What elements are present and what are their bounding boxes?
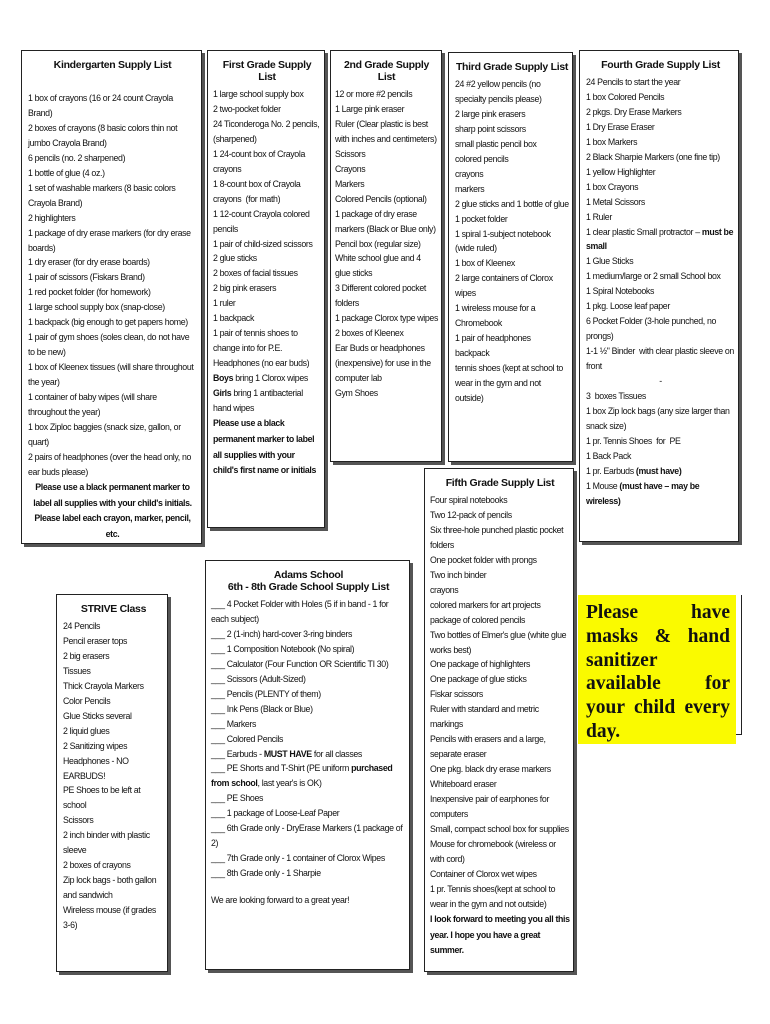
list-item: 1 box of Kleenex tissues (will share throughout the year) bbox=[28, 362, 196, 388]
list-item: 1 ruler bbox=[213, 298, 236, 309]
list-item: 6 Pocket Folder (3-hole punched, no prongs) bbox=[586, 316, 719, 342]
list-item: ___ Ink Pens (Black or Blue) bbox=[211, 703, 313, 714]
list-item: 1 pair of tennis shoes to change into for P.E. bbox=[213, 328, 300, 354]
list-item: 1 dry eraser (for dry erase boards) bbox=[28, 257, 150, 268]
earbuds-pre: ___ Earbuds - bbox=[211, 748, 264, 759]
list-item: Headphones (no ear buds) bbox=[213, 358, 310, 369]
fifth-grade-items bbox=[430, 493, 570, 912]
list-item: Colored Pencils (optional) bbox=[335, 193, 427, 204]
list-item: 2 pairs of headphones (over the head only, no ear buds please) bbox=[28, 451, 194, 477]
list-item: ___ 1 Composition Notebook (No spiral) bbox=[211, 643, 355, 654]
list-item: 1 medium/large or 2 small School box bbox=[586, 271, 721, 282]
list-item: 1 pair of child-sized scissors bbox=[213, 238, 313, 249]
adams-middle-school-list bbox=[205, 560, 410, 970]
list-item: 1 box of Kleenex bbox=[455, 258, 515, 269]
list-item: ___ PE Shoes bbox=[211, 793, 264, 804]
list-item: package of colored pencils bbox=[430, 614, 526, 625]
adams-list-title: 6th - 8th Grade School Supply List bbox=[227, 581, 390, 593]
list-item: Four spiral notebooks bbox=[430, 495, 508, 505]
list-item: 1 bottle of glue (4 oz.) bbox=[28, 167, 105, 178]
list-item: Ruler with standard and metric markings bbox=[430, 704, 541, 730]
list-item: 2 pkgs. Dry Erase Markers bbox=[586, 106, 682, 117]
list-item: 6 pencils (no. 2 sharpened) bbox=[28, 152, 126, 163]
list-item: 1 pocket folder bbox=[455, 213, 508, 224]
first-grade-items bbox=[213, 87, 321, 416]
list-item: Zip lock bags - both gallon and sandwich bbox=[63, 875, 159, 901]
fifth-grade-list bbox=[424, 468, 574, 972]
list-item bbox=[586, 464, 735, 479]
kindergarten-title: Kindergarten Supply List bbox=[53, 59, 172, 71]
list-item: 24 Pencils bbox=[63, 621, 101, 631]
list-item: Ruler (Clear plastic is best with inches and centimeters) bbox=[335, 118, 437, 144]
list-item: Crayons bbox=[335, 163, 366, 174]
second-grade-title: 2nd Grade Supply List bbox=[343, 59, 430, 83]
list-item: 3 boxes Tissues bbox=[586, 391, 646, 402]
protractor-text: 1 clear plastic Small protractor – bbox=[586, 226, 702, 237]
list-item: 1 container of baby wipes (will share throughout the year) bbox=[28, 392, 159, 418]
list-item: 1 large school supply box bbox=[213, 89, 304, 99]
second-grade-items bbox=[335, 87, 438, 401]
first-grade-note: Please use a black permanent marker to label all supplies with your child's first name or initials bbox=[213, 417, 317, 476]
list-item: Container of Clorox wet wipes bbox=[430, 868, 537, 879]
list-item: Markers bbox=[335, 178, 365, 189]
list-item: ___ Colored Pencils bbox=[211, 733, 284, 744]
list-item: 3 Different colored pocket folders bbox=[335, 283, 429, 309]
kindergarten-items bbox=[28, 91, 197, 480]
list-item: White school glue and 4 glue sticks bbox=[335, 253, 423, 279]
adams-items bbox=[211, 597, 406, 881]
third-grade-items bbox=[455, 77, 569, 406]
earbuds-post: for all classes bbox=[311, 748, 362, 759]
list-item: backpack bbox=[455, 348, 490, 359]
protractor-bold: must be small bbox=[586, 226, 736, 252]
fourth-grade-items bbox=[586, 75, 735, 509]
list-item: 2 boxes of crayons bbox=[63, 860, 131, 871]
list-item: 2 large containers of Clorox wipes bbox=[455, 273, 555, 299]
list-item: Headphones - NO EARBUDS! bbox=[63, 755, 131, 781]
first-grade-title: First Grade Supply List bbox=[222, 59, 312, 83]
list-item: Ear Buds or headphones (inexpensive) for use in the computer lab bbox=[335, 343, 433, 384]
kindergarten-note: Please use a black permanent marker to label all supplies with your child's initials. Please label each crayon, marker, pencil, etc. bbox=[33, 481, 192, 540]
strive-class-list bbox=[56, 594, 168, 972]
list-item: One package of highlighters bbox=[430, 659, 531, 670]
list-item: Six three-hole punched plastic pocket folders bbox=[430, 524, 566, 550]
list-item: 24 Ticonderoga No. 2 pencils, (sharpened) bbox=[213, 118, 322, 144]
first-grade-list bbox=[207, 50, 325, 528]
list-item: colored markers for art projects bbox=[430, 599, 541, 610]
list-item: 1 box Colored Pencils bbox=[586, 91, 665, 102]
list-item: 2 glue sticks bbox=[213, 253, 257, 264]
list-item: 2 big pink erasers bbox=[213, 283, 277, 294]
list-item: Whiteboard eraser bbox=[430, 779, 497, 790]
pe-bold: purchased from school bbox=[211, 763, 395, 789]
list-item: One pocket folder with prongs bbox=[430, 554, 537, 565]
list-item: ___ 4 Pocket Folder with Holes (5 if in band - 1 for each subject) bbox=[211, 599, 391, 624]
list-item: 24 #2 yellow pencils (no specialty pencils please) bbox=[455, 79, 543, 104]
list-item: Pencil box (regular size) bbox=[335, 238, 421, 249]
list-item: ___ Pencils (PLENTY of them) bbox=[211, 688, 321, 699]
strive-title: STRIVE Class bbox=[80, 603, 147, 615]
list-item: 2 boxes of crayons (8 basic colors thin not jumbo Crayola Brand) bbox=[28, 122, 180, 148]
list-item: Gym Shoes bbox=[335, 388, 378, 399]
list-item: 1 package Clorox type wipes bbox=[335, 313, 439, 324]
list-item: sharp point scissors bbox=[455, 123, 526, 134]
list-item: ___ Calculator (Four Function OR Scientific TI 30) bbox=[211, 658, 389, 669]
list-item: 12 or more #2 pencils bbox=[335, 89, 413, 99]
list-item: 1 pkg. Loose leaf paper bbox=[586, 301, 670, 312]
adams-school-title: Adams School bbox=[273, 569, 344, 581]
list-item: ___ 1 package of Loose-Leaf Paper bbox=[211, 808, 340, 819]
list-item: Pencils with erasers and a large, separate eraser bbox=[430, 734, 548, 760]
list-item: 2 inch binder with plastic sleeve bbox=[63, 830, 152, 856]
list-item bbox=[211, 761, 406, 791]
list-item: 2 large pink erasers bbox=[455, 108, 526, 119]
list-item: 1 backpack (big enough to get papers home) bbox=[28, 317, 188, 328]
list-item: 1 pair of gym shoes (soles clean, do not have to be new) bbox=[28, 332, 192, 358]
list-item: Fiskar scissors bbox=[430, 689, 483, 700]
list-item: One package of glue sticks bbox=[430, 674, 527, 685]
list-item: colored pencils bbox=[455, 153, 509, 164]
list-item: 1 yellow Highlighter bbox=[586, 166, 656, 177]
list-item: 1 Ruler bbox=[586, 211, 612, 222]
list-item: Inexpensive pair of earphones for computers bbox=[430, 794, 552, 820]
third-grade-list bbox=[448, 52, 573, 462]
list-item: 1 large school supply box (snap-close) bbox=[28, 302, 165, 313]
list-item: Two 12-pack of pencils bbox=[430, 509, 512, 520]
list-item: crayons bbox=[455, 168, 484, 179]
list-item: Two bottles of Elmer's glue (white glue works best) bbox=[430, 629, 569, 655]
list-item bbox=[211, 747, 406, 762]
list-item: 1 box Crayons bbox=[586, 181, 639, 192]
girls-label: Girls bbox=[213, 388, 232, 399]
pe-pre: ___ PE Shorts and T-Shirt (PE uniform bbox=[211, 763, 352, 774]
list-item: ___ 2 (1-inch) hard-cover 3-ring binders bbox=[211, 628, 352, 639]
list-item: 2 boxes of facial tissues bbox=[213, 268, 298, 279]
list-item: 1 pr. Tennis shoes(kept at school to wear in the gym and not outside) bbox=[430, 883, 558, 909]
list-item: 1 box Zip lock bags (any size larger than snack size) bbox=[586, 405, 732, 431]
list-item: 1 Glue Sticks bbox=[586, 256, 634, 267]
list-item: 1 spiral 1-subject notebook (wide ruled) bbox=[455, 228, 553, 254]
masks-notice: Please have masks & hand sanitizer available for your child every day. bbox=[578, 595, 736, 744]
list-item: ___ 7th Grade only - 1 container of Clorox Wipes bbox=[211, 853, 385, 864]
list-item: Pencil eraser tops bbox=[63, 635, 128, 646]
list-item: 1 Spiral Notebooks bbox=[586, 286, 655, 297]
list-item: 2 highlighters bbox=[28, 212, 76, 223]
list-item: Scissors bbox=[63, 815, 94, 826]
list-item: 1 Dry Erase Eraser bbox=[586, 121, 655, 132]
list-item: Mouse for chromebook (wireless or with cord) bbox=[430, 838, 558, 864]
list-item: 1 12-count Crayola colored pencils bbox=[213, 208, 312, 234]
fourth-grade-title: Fourth Grade Supply List bbox=[601, 59, 720, 71]
list-item: - bbox=[659, 376, 662, 387]
list-item: Color Pencils bbox=[63, 695, 111, 706]
strive-items bbox=[63, 619, 164, 933]
list-item: Glue Sticks several bbox=[63, 710, 132, 721]
boys-label: Boys bbox=[213, 373, 234, 384]
list-item: 2 big erasers bbox=[63, 650, 110, 661]
list-item: 1 backpack bbox=[213, 313, 254, 324]
fifth-grade-title: Fifth Grade Supply List bbox=[445, 477, 555, 489]
list-item: 1 8-count box of Crayola crayons (for math) bbox=[213, 178, 303, 204]
earbuds-text: 1 pr. Earbuds bbox=[586, 465, 636, 476]
list-item: 24 Pencils to start the year bbox=[586, 77, 681, 87]
list-item: 1 Large pink eraser bbox=[335, 103, 405, 114]
list-item: ___ Scissors (Adult-Sized) bbox=[211, 673, 306, 684]
list-item: 1 24-count box of Crayola crayons bbox=[213, 148, 308, 174]
list-item: Small, compact school box for supplies bbox=[430, 823, 569, 834]
list-item bbox=[586, 225, 735, 255]
list-item: 1 box Ziploc baggies (snack size, gallon, or quart) bbox=[28, 421, 183, 447]
list-item: 2 boxes of Kleenex bbox=[335, 328, 404, 339]
list-item: 2 Sanitizing wipes bbox=[63, 740, 128, 751]
third-grade-title: Third Grade Supply List bbox=[455, 61, 569, 73]
list-item: Two inch binder bbox=[430, 569, 487, 580]
list-item: 1 wireless mouse for a Chromebook bbox=[455, 303, 538, 329]
list-item: 1 package of dry erase markers (Black or Blue only) bbox=[335, 208, 436, 234]
list-item: Wireless mouse (if grades 3-6) bbox=[63, 905, 159, 931]
list-item: 2 liquid glues bbox=[63, 725, 110, 736]
list-item: PE Shoes to be left at school bbox=[63, 785, 143, 811]
list-item: ___ Markers bbox=[211, 718, 257, 729]
adams-closing: We are looking forward to a great year! bbox=[211, 895, 350, 906]
list-item: 1 red pocket folder (for homework) bbox=[28, 287, 151, 298]
earbuds-bold: (must have) bbox=[635, 465, 682, 476]
list-item bbox=[213, 386, 321, 416]
list-item: 2 two-pocket folder bbox=[213, 103, 281, 114]
list-item: 1 box of crayons (16 or 24 count Crayola Brand) bbox=[28, 93, 176, 118]
second-grade-list bbox=[330, 50, 442, 462]
list-item: 2 Black Sharpie Markers (one fine tip) bbox=[586, 151, 720, 162]
girls-text: bring 1 antibacterial hand wipes bbox=[213, 388, 305, 414]
list-item bbox=[586, 479, 735, 509]
list-item: Scissors bbox=[335, 148, 366, 159]
list-item: 1 box Markers bbox=[586, 136, 638, 147]
pe-post: , last year's is OK) bbox=[257, 778, 322, 789]
fourth-grade-list bbox=[579, 50, 739, 542]
kindergarten-list bbox=[21, 50, 202, 544]
list-item: Thick Crayola Markers bbox=[63, 680, 144, 691]
list-item: markers bbox=[455, 183, 485, 194]
list-item: ___ 6th Grade only - DryErase Markers (1 package of 2) bbox=[211, 823, 405, 849]
list-item: 1 Metal Scissors bbox=[586, 196, 645, 207]
earbuds-bold: MUST HAVE bbox=[263, 748, 312, 759]
fifth-grade-note: I look forward to meeting you all this year. I hope you have a great summer. bbox=[430, 913, 570, 956]
mouse-text: 1 Mouse bbox=[586, 480, 620, 491]
list-item: 1-1 ½" Binder with clear plastic sleeve on front bbox=[586, 346, 737, 372]
list-item: crayons bbox=[430, 584, 459, 595]
list-item: 1 pr. Tennis Shoes for PE bbox=[586, 435, 681, 446]
list-item: 1 package of dry erase markers (for dry erase boards) bbox=[28, 227, 193, 253]
list-item: 1 set of washable markers (8 basic colors Crayola Brand) bbox=[28, 182, 178, 208]
list-item: 2 glue sticks and 1 bottle of glue bbox=[455, 198, 569, 209]
list-item: Tissues bbox=[63, 665, 91, 676]
boys-text: bring 1 Clorox wipes bbox=[233, 373, 308, 384]
list-item bbox=[213, 371, 321, 386]
mouse-bold: (must have – may be wireless) bbox=[586, 480, 702, 506]
list-item: 1 pair of headphones bbox=[455, 333, 531, 344]
list-item: small plastic pencil box bbox=[455, 138, 537, 149]
list-item: 1 pair of scissors (Fiskars Brand) bbox=[28, 272, 145, 283]
list-item: 1 Back Pack bbox=[586, 450, 632, 461]
list-item: One pkg. black dry erase markers bbox=[430, 764, 551, 775]
list-item: tennis shoes (kept at school to wear in the gym and not outside) bbox=[455, 363, 566, 404]
list-item: ___ 8th Grade only - 1 Sharpie bbox=[211, 868, 321, 879]
